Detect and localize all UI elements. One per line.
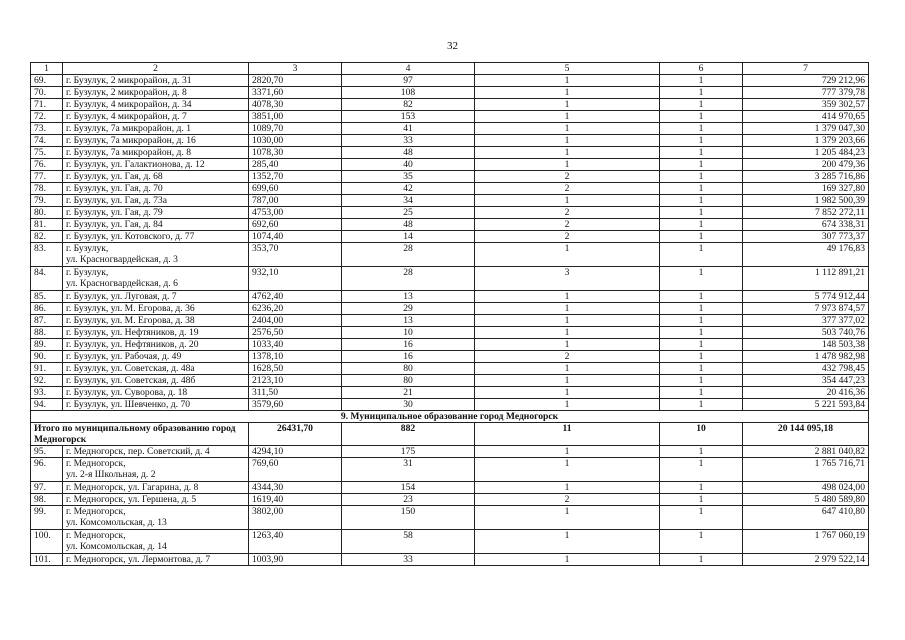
address-line-1: г. Медногорск, ул. Лермонтова, д. 7: [66, 554, 211, 565]
col6-value: 1: [660, 482, 743, 494]
cost-value: 1 379 203,66: [743, 135, 869, 147]
col4-value: 80: [342, 375, 475, 387]
cost-value: 20 416,36: [743, 387, 869, 399]
col4-value: 58: [342, 530, 475, 554]
area-value: 4344,30: [249, 482, 342, 494]
column-number-row: [31, 63, 869, 75]
address-line-1: г. Бузулук,: [66, 267, 109, 278]
address: г. Бузулук, 2 микрорайон, д. 31: [63, 75, 249, 87]
col6-value: 1: [660, 219, 743, 231]
address: г. Бузулук, ул. Гая, д. 84: [63, 219, 249, 231]
col5-value: 1: [475, 458, 660, 482]
column-number: 5: [475, 63, 660, 75]
address: г. Бузулук, 7а микрорайон, д. 1: [63, 123, 249, 135]
address: г. Бузулук, 4 микрорайон, д. 34: [63, 99, 249, 111]
address: г. Бузулук, ул. М. Егорова, д. 38: [63, 315, 249, 327]
address-line-1: г. Бузулук,: [66, 243, 109, 254]
table-row: [31, 207, 869, 219]
col6-value: 1: [660, 183, 743, 195]
address-line-2: ул. 2-я Школьная, д. 2: [66, 469, 156, 480]
address: г. Бузулук, 4 микрорайон, д. 7: [63, 111, 249, 123]
table-row: [31, 75, 869, 87]
cost-value: 307 773,37: [743, 231, 869, 243]
cost-value: 5 221 593,84: [743, 399, 869, 411]
address-line-1: г. Медногорск,: [66, 530, 126, 541]
row-number: 74.: [31, 135, 63, 147]
address: г. Бузулук, ул. Гая, д. 73а: [63, 195, 249, 207]
cost-value: 647 410,80: [743, 506, 869, 530]
col4-value: 14: [342, 231, 475, 243]
area-value: 1074,40: [249, 231, 342, 243]
area-value: 1089,70: [249, 123, 342, 135]
col6-value: 1: [660, 530, 743, 554]
column-number: 4: [342, 63, 475, 75]
col5-value: 1: [475, 327, 660, 339]
row-number: 96.: [31, 458, 63, 482]
area-value: 4762,40: [249, 291, 342, 303]
col6-value: 1: [660, 351, 743, 363]
area-value: 353,70: [249, 243, 342, 267]
area-value: 3579,60: [249, 399, 342, 411]
col5-value: 1: [475, 339, 660, 351]
address: г. Бузулук, ул. Гая, д. 70: [63, 183, 249, 195]
address-line-1: г. Медногорск,: [66, 458, 126, 469]
address: г. Бузулук, 7а микрорайон, д. 8: [63, 147, 249, 159]
address-line-1: г. Медногорск, ул. Гагарина, д. 8: [66, 482, 199, 493]
column-number: 1: [31, 63, 63, 75]
table-row: [31, 315, 869, 327]
column-number: 6: [660, 63, 743, 75]
col6-value: 1: [660, 315, 743, 327]
col4-value: 31: [342, 458, 475, 482]
col6-value: 1: [660, 327, 743, 339]
col4-value: 16: [342, 351, 475, 363]
address-line-2: ул. Красногвардейская, д. 6: [66, 278, 178, 289]
col4-value: 10: [342, 327, 475, 339]
cost-value: 1 112 891,21: [743, 267, 869, 291]
cost-value: 503 740,76: [743, 327, 869, 339]
area-value: 2576,50: [249, 327, 342, 339]
row-number: 73.: [31, 123, 63, 135]
col5-value: 1: [475, 303, 660, 315]
total-row: [31, 423, 869, 446]
address: [63, 494, 249, 506]
col4-value: 80: [342, 363, 475, 375]
col6-value: 1: [660, 147, 743, 159]
col4-value: 34: [342, 195, 475, 207]
table-row: [31, 147, 869, 159]
table-row: [31, 87, 869, 99]
row-number: 70.: [31, 87, 63, 99]
table-row: [31, 494, 869, 506]
table-row: [31, 446, 869, 458]
address: г. Бузулук, ул. Советская, д. 48а: [63, 363, 249, 375]
table-row: [31, 351, 869, 363]
total-label: Итого по муниципальному образованию город Медногорск: [31, 423, 249, 446]
cost-value: 729 212,96: [743, 75, 869, 87]
cost-value: 5 774 912,44: [743, 291, 869, 303]
row-number: 71.: [31, 99, 63, 111]
area-value: 3802,00: [249, 506, 342, 530]
table-row: [31, 327, 869, 339]
col6-value: 1: [660, 387, 743, 399]
col5-value: 1: [475, 446, 660, 458]
address: [63, 554, 249, 566]
address: г. Бузулук, ул. Рабочая, д. 49: [63, 351, 249, 363]
col6-value: 1: [660, 171, 743, 183]
col4-value: 28: [342, 267, 475, 291]
area-value: 4294,10: [249, 446, 342, 458]
col5-value: 1: [475, 243, 660, 267]
address: [63, 243, 249, 267]
cost-value: 1 379 047,30: [743, 123, 869, 135]
row-number: 69.: [31, 75, 63, 87]
total-col5: 11: [475, 423, 660, 446]
total-area: 26431,70: [249, 423, 342, 446]
column-number: 3: [249, 63, 342, 75]
table-row: [31, 458, 869, 482]
table-row: [31, 111, 869, 123]
address: г. Бузулук, ул. Суворова, д. 18: [63, 387, 249, 399]
row-number: 80.: [31, 207, 63, 219]
area-value: 692,60: [249, 219, 342, 231]
address: г. Бузулук, ул. Шевченко, д. 70: [63, 399, 249, 411]
table-row: [31, 375, 869, 387]
row-number: 99.: [31, 506, 63, 530]
col5-value: 1: [475, 399, 660, 411]
area-value: 4753,00: [249, 207, 342, 219]
row-number: 98.: [31, 494, 63, 506]
col5-value: 1: [475, 87, 660, 99]
cost-value: 2 881 040,82: [743, 446, 869, 458]
cost-value: 359 302,57: [743, 99, 869, 111]
section-title: 9. Муниципальное образование город Медногорск: [31, 411, 869, 423]
col5-value: 2: [475, 207, 660, 219]
table-row: [31, 135, 869, 147]
area-value: 1030,00: [249, 135, 342, 147]
col5-value: 3: [475, 267, 660, 291]
col6-value: 1: [660, 75, 743, 87]
col6-value: 1: [660, 291, 743, 303]
area-value: 1003,90: [249, 554, 342, 566]
area-value: 1078,30: [249, 147, 342, 159]
cost-value: 498 024,00: [743, 482, 869, 494]
col6-value: 1: [660, 506, 743, 530]
area-value: 3371,60: [249, 87, 342, 99]
col5-value: 2: [475, 183, 660, 195]
row-number: 92.: [31, 375, 63, 387]
address-line-1: г. Медногорск, ул. Гершена, д. 5: [66, 494, 197, 505]
row-number: 87.: [31, 315, 63, 327]
address: г. Бузулук, ул. М. Егорова, д. 36: [63, 303, 249, 315]
row-number: 85.: [31, 291, 63, 303]
area-value: 2820,70: [249, 75, 342, 87]
total-col6: 10: [660, 423, 743, 446]
row-number: 94.: [31, 399, 63, 411]
col6-value: 1: [660, 243, 743, 267]
row-number: 77.: [31, 171, 63, 183]
table-row: [31, 387, 869, 399]
col4-value: 48: [342, 147, 475, 159]
row-number: 76.: [31, 159, 63, 171]
area-value: 1352,70: [249, 171, 342, 183]
row-number: 93.: [31, 387, 63, 399]
col4-value: 29: [342, 303, 475, 315]
address: г. Бузулук, ул. Нефтяников, д. 20: [63, 339, 249, 351]
col4-value: 13: [342, 315, 475, 327]
col4-value: 97: [342, 75, 475, 87]
table-row: [31, 219, 869, 231]
area-value: 3851,00: [249, 111, 342, 123]
col5-value: 1: [475, 554, 660, 566]
col4-value: 13: [342, 291, 475, 303]
area-value: 699,60: [249, 183, 342, 195]
address: г. Бузулук, ул. Гая, д. 79: [63, 207, 249, 219]
cost-value: 674 338,31: [743, 219, 869, 231]
col5-value: 1: [475, 363, 660, 375]
row-number: 89.: [31, 339, 63, 351]
area-value: 1033,40: [249, 339, 342, 351]
area-value: 2123,10: [249, 375, 342, 387]
col4-value: 25: [342, 207, 475, 219]
col4-value: 150: [342, 506, 475, 530]
address-line-2: ул. Комсомольская, д. 14: [66, 541, 167, 552]
area-value: 285,40: [249, 159, 342, 171]
address: [63, 482, 249, 494]
address: г. Бузулук, ул. Гая, д. 68: [63, 171, 249, 183]
row-number: 101.: [31, 554, 63, 566]
cost-value: 49 176,83: [743, 243, 869, 267]
cost-value: 148 503,38: [743, 339, 869, 351]
table-row: [31, 554, 869, 566]
col4-value: 23: [342, 494, 475, 506]
table-row: [31, 183, 869, 195]
row-number: 84.: [31, 267, 63, 291]
address: [63, 506, 249, 530]
col5-value: 1: [475, 482, 660, 494]
housing-register-table: [30, 62, 869, 566]
col6-value: 1: [660, 159, 743, 171]
area-value: 787,00: [249, 195, 342, 207]
address-line-1: г. Медногорск, пер. Советский, д. 4: [66, 446, 210, 457]
col5-value: 1: [475, 75, 660, 87]
col4-value: 28: [342, 243, 475, 267]
cost-value: 169 327,80: [743, 183, 869, 195]
col6-value: 1: [660, 267, 743, 291]
col5-value: 1: [475, 315, 660, 327]
col6-value: 1: [660, 554, 743, 566]
col4-value: 40: [342, 159, 475, 171]
col4-value: 108: [342, 87, 475, 99]
col6-value: 1: [660, 494, 743, 506]
address: [63, 530, 249, 554]
table-row: [31, 231, 869, 243]
col4-value: 21: [342, 387, 475, 399]
col5-value: 1: [475, 135, 660, 147]
col4-value: 48: [342, 219, 475, 231]
col5-value: 1: [475, 195, 660, 207]
col5-value: 1: [475, 111, 660, 123]
area-value: 769,60: [249, 458, 342, 482]
cost-value: 1 767 060,19: [743, 530, 869, 554]
col6-value: 1: [660, 399, 743, 411]
area-value: 1263,40: [249, 530, 342, 554]
total-col4: 882: [342, 423, 475, 446]
col5-value: 1: [475, 530, 660, 554]
col5-value: 2: [475, 494, 660, 506]
cost-value: 432 798,45: [743, 363, 869, 375]
total-cost: 20 144 095,18: [743, 423, 869, 446]
row-number: 95.: [31, 446, 63, 458]
cost-value: 414 970,65: [743, 111, 869, 123]
col5-value: 1: [475, 387, 660, 399]
row-number: 90.: [31, 351, 63, 363]
address: г. Бузулук, ул. Галактионова, д. 12: [63, 159, 249, 171]
table-row: [31, 123, 869, 135]
address: [63, 267, 249, 291]
cost-value: 1 205 484,23: [743, 147, 869, 159]
col4-value: 30: [342, 399, 475, 411]
col6-value: 1: [660, 111, 743, 123]
row-number: 86.: [31, 303, 63, 315]
table-row: [31, 267, 869, 291]
row-number: 91.: [31, 363, 63, 375]
col6-value: 1: [660, 195, 743, 207]
col5-value: 1: [475, 123, 660, 135]
row-number: 72.: [31, 111, 63, 123]
col4-value: 175: [342, 446, 475, 458]
col5-value: 2: [475, 171, 660, 183]
col4-value: 33: [342, 135, 475, 147]
address: г. Бузулук, ул. Советская, д. 48б: [63, 375, 249, 387]
area-value: 1619,40: [249, 494, 342, 506]
area-value: 6236,20: [249, 303, 342, 315]
cost-value: 777 379,78: [743, 87, 869, 99]
col4-value: 42: [342, 183, 475, 195]
cost-value: 1 765 716,71: [743, 458, 869, 482]
cost-value: 3 285 716,86: [743, 171, 869, 183]
table-row: [31, 99, 869, 111]
table-row: [31, 303, 869, 315]
table-row: [31, 195, 869, 207]
col6-value: 1: [660, 458, 743, 482]
cost-value: 7 973 874,57: [743, 303, 869, 315]
col6-value: 1: [660, 231, 743, 243]
address-line-2: ул. Комсомольская, д. 13: [66, 517, 167, 528]
col4-value: 154: [342, 482, 475, 494]
col4-value: 82: [342, 99, 475, 111]
row-number: 78.: [31, 183, 63, 195]
col6-value: 1: [660, 99, 743, 111]
page-number: 32: [447, 40, 458, 52]
col4-value: 41: [342, 123, 475, 135]
cost-value: 354 447,23: [743, 375, 869, 387]
address: г. Бузулук, ул. Луговая, д. 7: [63, 291, 249, 303]
column-number: 7: [743, 63, 869, 75]
col6-value: 1: [660, 303, 743, 315]
col5-value: 2: [475, 219, 660, 231]
row-number: 81.: [31, 219, 63, 231]
cost-value: 377 377,02: [743, 315, 869, 327]
area-value: 1628,50: [249, 363, 342, 375]
cost-value: 1 982 500,39: [743, 195, 869, 207]
col5-value: 1: [475, 99, 660, 111]
address: г. Бузулук, 2 микрорайон, д. 8: [63, 87, 249, 99]
section-row: [31, 411, 869, 423]
cost-value: 2 979 522,14: [743, 554, 869, 566]
row-number: 97.: [31, 482, 63, 494]
table-row: [31, 339, 869, 351]
address: г. Бузулук, 7а микрорайон, д. 16: [63, 135, 249, 147]
table-row: [31, 159, 869, 171]
col5-value: 1: [475, 375, 660, 387]
column-number: 2: [63, 63, 249, 75]
table-row: [31, 482, 869, 494]
area-value: 2404,00: [249, 315, 342, 327]
col6-value: 1: [660, 135, 743, 147]
col5-value: 1: [475, 506, 660, 530]
row-number: 83.: [31, 243, 63, 267]
row-number: 88.: [31, 327, 63, 339]
row-number: 75.: [31, 147, 63, 159]
address: г. Бузулук, ул. Котовского, д. 77: [63, 231, 249, 243]
cost-value: 7 852 272,11: [743, 207, 869, 219]
area-value: 311,50: [249, 387, 342, 399]
area-value: 932,10: [249, 267, 342, 291]
address-line-2: ул. Красногвардейская, д. 3: [66, 254, 178, 265]
col6-value: 1: [660, 87, 743, 99]
table-row: [31, 243, 869, 267]
cost-value: 1 478 982,98: [743, 351, 869, 363]
address: [63, 458, 249, 482]
address: г. Бузулук, ул. Нефтяников, д. 19: [63, 327, 249, 339]
table-row: [31, 530, 869, 554]
cost-value: 200 479,36: [743, 159, 869, 171]
address-line-1: г. Медногорск,: [66, 506, 126, 517]
col6-value: 1: [660, 339, 743, 351]
area-value: 1378,10: [249, 351, 342, 363]
address: [63, 446, 249, 458]
row-number: 79.: [31, 195, 63, 207]
row-number: 100.: [31, 530, 63, 554]
col6-value: 1: [660, 207, 743, 219]
col5-value: 1: [475, 291, 660, 303]
col6-value: 1: [660, 123, 743, 135]
row-number: 82.: [31, 231, 63, 243]
col6-value: 1: [660, 446, 743, 458]
col6-value: 1: [660, 375, 743, 387]
table-row: [31, 291, 869, 303]
table-row: [31, 363, 869, 375]
col4-value: 153: [342, 111, 475, 123]
table-row: [31, 506, 869, 530]
table-row: [31, 171, 869, 183]
col5-value: 2: [475, 351, 660, 363]
table-row: [31, 399, 869, 411]
cost-value: 5 480 589,80: [743, 494, 869, 506]
area-value: 4078,30: [249, 99, 342, 111]
col6-value: 1: [660, 363, 743, 375]
col4-value: 16: [342, 339, 475, 351]
col5-value: 2: [475, 231, 660, 243]
col5-value: 1: [475, 159, 660, 171]
col4-value: 35: [342, 171, 475, 183]
col4-value: 33: [342, 554, 475, 566]
col5-value: 1: [475, 147, 660, 159]
